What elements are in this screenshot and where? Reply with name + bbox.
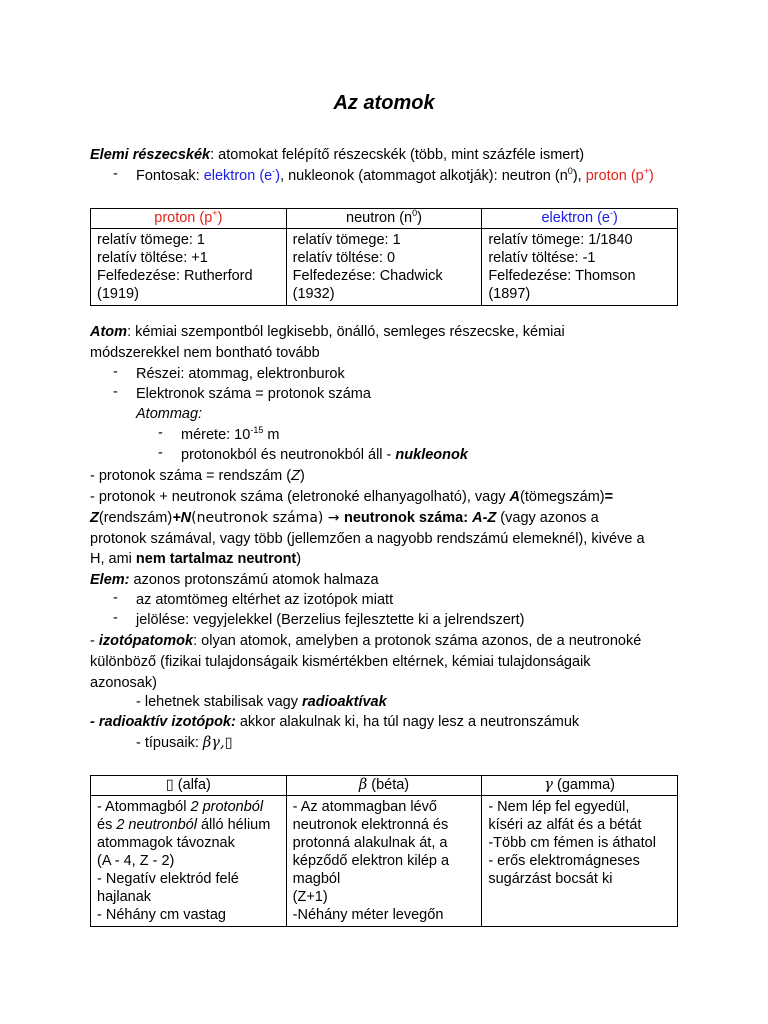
cell-electron: relatív tömege: 1/1840 relatív töltése: -1 Felfedezése: Thomson (1897) [482,229,678,306]
header-gamma: γ (gamma) [482,776,678,796]
header-neutron: neutron $(n^0)$ [286,209,482,229]
bullet-dash: - [113,590,118,606]
electron-label: elektron (e-) [203,166,281,184]
missing-glyph-icon: ▯ [224,735,233,751]
header-electron: elektron (e-) [482,209,678,229]
isotope-stability: - lehetnek stabilisak vagy radioaktívak [136,694,387,710]
neutron-count-line: Z(rendszám)+N(neutronok száma) → neutronok száma: A-Z (vagy azonos a [90,510,599,526]
header-beta: β (béta) [286,776,482,796]
proton-label: proton (p+) [585,166,654,184]
missing-glyph-icon: ▯ [165,777,174,793]
element-bullet-1: az atomtömeg eltérhet az izotópok miatt [136,592,394,608]
bullet-dash: - [158,445,163,461]
important-particles-line: Fontosak: elektron (e-), nukleonok (atommagot alkotják): neutron $(n^0)$, proton (p+) [136,166,654,184]
cell-proton: relatív tömege: 1 relatív töltése: +1 Felfedezése: Rutherford (1919) [91,229,287,306]
term-element: Elem: [90,572,130,588]
atom-definition: Atom: kémiai szempontból legkisebb, önálló, semleges részecske, kémiai [90,324,565,340]
element-definition: Elem: azonos protonszámú atomok halmaza [90,572,379,588]
atom-parts: Részei: atommag, elektronburok [136,366,345,382]
mass-number-line: - protonok + neutronok száma (eletronoké elhanyagolható), vagy A(tömegszám)= [90,489,614,505]
header-alpha: ▯ (alfa) [91,776,287,796]
isotope-definition-cont: különböző (fizikai tulajdonságaik kismértékben eltérnek, kémiai tulajdonságaik [90,654,591,670]
bullet-dash: - [158,425,163,441]
decay-table [90,775,678,927]
term-isotope: izotópatomok [98,633,194,649]
nucleus-heading: Atommag: [136,406,203,422]
header-proton: proton (p+) [91,209,287,229]
bullet-dash: - [113,364,118,380]
elementary-particles-definition: Elemi részecskék: atomokat felépítő részecskék (több, mint százféle ismert) [90,147,585,163]
cell-gamma: - Nem lép fel egyedül, kíséri az alfát és a bétát -Több cm fémen is áthatol - erős elektromágneses sugárzást bocsát ki [482,796,678,927]
particles-table [90,208,678,306]
bullet-dash: - [113,384,118,400]
term-elementary-particles: Elemi részecskék [90,147,211,163]
nucleus-composition: protonokból és neutronokból áll - nukleonok [181,447,468,463]
cell-alpha: - Atommagból 2 protonból és 2 neutronból álló hélium atommagok távoznak (A - 4, Z - 2) - Negatív elektród felé hajlanak - Néhány cm vastag [91,796,287,927]
bullet-dash: - [113,610,118,626]
isotope-definition: - izotópatomok: olyan atomok, amelyben a protonok száma azonos, de a neutronoké [90,633,642,649]
radiation-types: - típusaik: βγ,▯ [136,735,233,751]
term-atom: Atom [90,324,128,340]
atom-definition-cont: módszerekkel nem bontható tovább [90,345,320,361]
radioactive-definition: - radioaktív izotópok: akkor alakulnak ki, ha túl nagy lesz a neutronszámuk [90,714,580,730]
neutron-count-cont: protonok számával, vagy több (jellemzően a nagyobb rendszámú elemeknél), kivéve a [90,531,645,547]
atom-electrons: Elektronok száma = protonok száma [136,386,371,402]
bullet-dash: - [113,166,118,182]
element-bullet-2: jelölése: vegyjelekkel (Berzelius fejlesztette ki a jelrendszert) [136,612,525,628]
term-radioactive-isotopes: - radioaktív izotópok: [90,714,236,730]
nucleus-size: mérete: $10^{-15}$ m [181,425,280,443]
page-title: Az atomok [333,92,435,114]
isotope-definition-end: azonosak) [90,675,157,691]
atomic-number-line: - protonok száma = rendszám (Z) [90,468,305,484]
cell-beta: - Az atommagban lévő neutronok elektronná és protonná alakulnak át, a képződő elektron kilép a magból (Z+1) -Néhány méter levegőn [286,796,482,927]
cell-neutron: relatív tömege: 1 relatív töltése: 0 Felfedezése: Chadwick (1932) [286,229,482,306]
hydrogen-exception: H, ami nem tartalmaz neutront) [90,551,302,567]
